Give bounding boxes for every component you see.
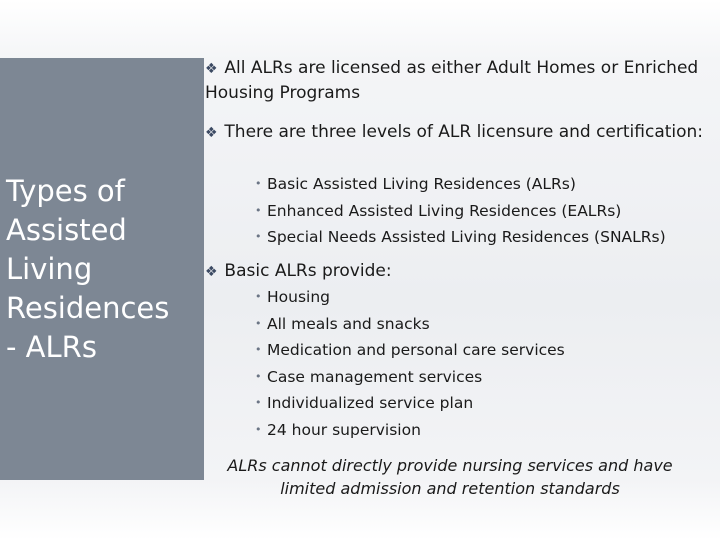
bullet-licensing-text: All ALRs are licensed as either Adult Homes or Enriched Housing Programs	[205, 58, 699, 103]
diamond-bullet-icon: ❖	[205, 125, 218, 141]
list-item-text: All meals and snacks	[267, 314, 430, 333]
levels-list	[255, 171, 666, 251]
list-item	[255, 198, 666, 225]
diamond-bullet-icon: ❖	[205, 264, 218, 280]
dot-bullet-icon: •	[255, 396, 262, 409]
diamond-bullet-icon: ❖	[205, 61, 218, 77]
list-item-text: Individualized service plan	[267, 394, 474, 412]
list-item-text: 24 hour supervision	[267, 420, 421, 439]
bullet-levels-text: There are three levels of ALR licensure and certification:	[224, 122, 704, 142]
dot-bullet-icon: •	[255, 230, 262, 243]
list-item-text: Housing	[267, 288, 331, 306]
list-item-text: Basic Assisted Living Residences (ALRs)	[267, 175, 576, 193]
dot-bullet-icon: •	[255, 369, 262, 383]
slide-title-line-4: Residences	[6, 291, 170, 325]
list-item	[255, 337, 565, 364]
list-item	[255, 390, 565, 417]
footer-note: ALRs cannot directly provide nursing services and have limited admission and retention standards	[227, 456, 673, 498]
list-item-text: Special Needs Assisted Living Residences (SNALRs)	[267, 228, 666, 246]
list-item	[255, 364, 565, 391]
basic-services-list	[255, 284, 565, 443]
dot-bullet-icon: •	[255, 343, 262, 356]
dot-bullet-icon: •	[255, 290, 262, 303]
list-item	[255, 171, 666, 198]
slide-title-line-5: - ALRs	[6, 330, 97, 364]
list-item-text: Enhanced Assisted Living Residences (EALRs)	[267, 201, 622, 220]
dot-bullet-icon: •	[255, 177, 262, 190]
bullet-basic-provide	[205, 259, 705, 284]
list-item	[255, 311, 565, 338]
bullet-licensing	[205, 56, 705, 105]
dot-bullet-icon: •	[255, 203, 262, 217]
slide-title-line-2: Assisted	[6, 213, 127, 247]
dot-bullet-icon: •	[255, 422, 262, 436]
list-item	[255, 417, 565, 444]
slide-title-line-1: Types of	[6, 174, 125, 208]
bullet-levels	[205, 120, 705, 145]
slide-title-line-3: Living	[6, 252, 93, 286]
bullet-basic-provide-text: Basic ALRs provide:	[224, 261, 392, 281]
list-item-text: Medication and personal care services	[267, 341, 565, 359]
list-item	[255, 284, 565, 311]
list-item	[255, 224, 666, 251]
list-item-text: Case management services	[267, 367, 483, 386]
dot-bullet-icon: •	[255, 316, 262, 330]
slide-title	[6, 172, 202, 367]
